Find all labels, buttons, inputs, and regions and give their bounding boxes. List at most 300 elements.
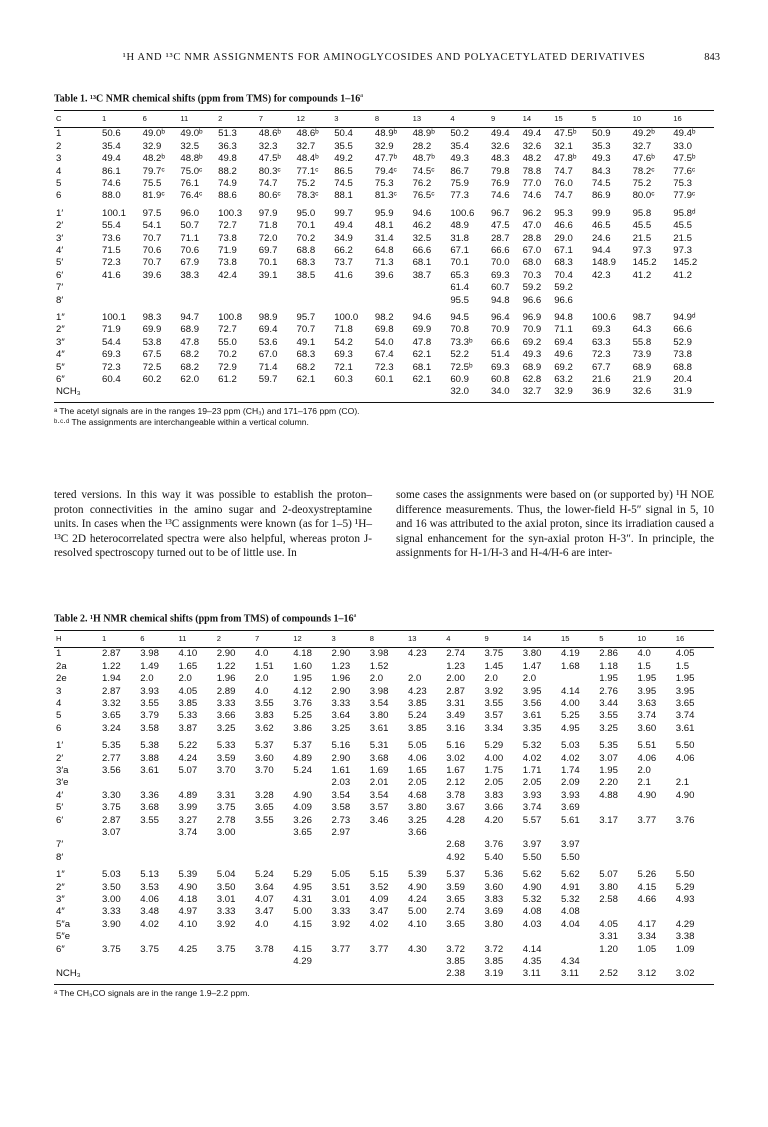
table-cell: 4.92 xyxy=(446,851,465,863)
table-cell xyxy=(293,839,331,851)
table-cell: 5.33 xyxy=(216,740,236,752)
table-cell: 3.85 xyxy=(446,956,465,968)
table-cell: 5.05 xyxy=(408,740,427,752)
table-row xyxy=(54,968,714,980)
table-cell: 1.60 xyxy=(293,660,312,672)
table-cell: 67.1 xyxy=(554,244,573,256)
table-cell: 70.0 xyxy=(490,257,510,269)
table-cell: 3.66 xyxy=(484,802,504,814)
table-cell xyxy=(676,839,714,851)
page-number: 843 xyxy=(704,52,720,63)
table-cell: 53.6 xyxy=(258,336,278,348)
table-cell: 94.9ᵈ xyxy=(673,312,696,324)
table-cell: 72.1 xyxy=(334,361,353,373)
table-cell: 79.7ᶜ xyxy=(142,165,165,177)
table-cell: 69.3 xyxy=(102,349,121,361)
table-row xyxy=(54,648,714,661)
table-cell xyxy=(217,777,255,789)
table-cell: 3.56 xyxy=(102,764,121,776)
table-cell: 3.53 xyxy=(140,881,159,893)
table-row xyxy=(54,166,714,178)
table-cell: 4.34 xyxy=(561,956,580,968)
table-cell: 47.5ᵇ xyxy=(258,153,282,165)
row-label: 7′ xyxy=(56,839,64,851)
table-cell: 3.17 xyxy=(599,814,618,826)
table-cell xyxy=(375,386,413,398)
table-cell: 3.65 xyxy=(446,918,465,930)
table-cell xyxy=(255,839,293,851)
table-cell: 2.05 xyxy=(484,777,504,789)
table-cell: 1.71 xyxy=(522,764,542,776)
table-cell: 3.80 xyxy=(599,881,618,893)
table-cell xyxy=(140,827,178,839)
table-cell: 4.93 xyxy=(675,894,695,906)
table-cell: 3.92 xyxy=(484,685,504,697)
table-cell: 3.77 xyxy=(637,814,657,826)
table-cell: 3.50 xyxy=(216,881,236,893)
table-cell: 52.2 xyxy=(450,349,470,361)
table-1-grid xyxy=(54,111,714,403)
column-header: 1 xyxy=(102,114,107,124)
row-label: 6′ xyxy=(56,269,64,281)
table-cell: 70.7 xyxy=(142,232,162,244)
table-cell: 4.95 xyxy=(561,722,580,734)
table-cell: 4.17 xyxy=(637,918,657,930)
table-cell: 72.3 xyxy=(591,349,611,361)
table-cell: 3.31 xyxy=(599,931,618,943)
table-cell: 47.5ᵇ xyxy=(554,128,577,140)
table-cell xyxy=(334,295,375,307)
table-row xyxy=(54,661,714,673)
table-cell: 47.5 xyxy=(490,220,510,232)
table-cell: 3.54 xyxy=(369,697,389,709)
table-cell: 3.50 xyxy=(102,881,121,893)
table-cell: 31.4 xyxy=(374,232,394,244)
table-cell: 61.2 xyxy=(218,374,237,386)
table-cell: 4.95 xyxy=(293,881,312,893)
table-cell: 5.38 xyxy=(140,740,159,752)
table-cell xyxy=(140,852,178,864)
table-cell: 4.35 xyxy=(522,956,542,968)
table-cell: 2.87 xyxy=(102,814,121,826)
table-cell: 2.97 xyxy=(331,827,351,839)
table-cell: 98.7 xyxy=(632,312,652,324)
table-cell: 50.2 xyxy=(450,128,470,140)
table-cell: 41.6 xyxy=(334,269,353,281)
table-cell: 33.0 xyxy=(673,140,692,152)
table-cell: 49.2ᵇ xyxy=(632,128,655,140)
table-cell: 4.12 xyxy=(293,685,312,697)
table-cell: 4.88 xyxy=(599,789,618,801)
table-cell xyxy=(102,839,140,851)
table-cell: 72.5ᵇ xyxy=(450,361,473,373)
table-cell: 5.00 xyxy=(293,906,312,918)
table-cell xyxy=(638,852,676,864)
table-cell: 73.8 xyxy=(218,232,237,244)
table-cell: 2.90 xyxy=(331,648,351,660)
table-cell: 76.1 xyxy=(180,177,200,189)
column-header: 6 xyxy=(140,634,145,644)
table-cell: 96.0 xyxy=(180,207,200,219)
table-cell xyxy=(179,931,217,943)
table-cell xyxy=(413,386,451,398)
table-row xyxy=(54,777,714,789)
table-cell: 2.87 xyxy=(102,685,121,697)
table-cell: 62.0 xyxy=(180,374,200,386)
table-cell: 2.09 xyxy=(561,777,580,789)
table-cell: 51.4 xyxy=(490,349,510,361)
table-cell: 2.03 xyxy=(331,777,351,789)
table-cell xyxy=(180,282,218,294)
table-cell xyxy=(332,852,370,864)
table-row xyxy=(54,349,714,361)
table-cell xyxy=(370,839,408,851)
row-label: 2e xyxy=(56,673,67,685)
table-cell: 76.0 xyxy=(554,177,573,189)
table-cell: 67.5 xyxy=(142,349,162,361)
table-cell: 3.28 xyxy=(255,789,274,801)
table-cell: 74.7 xyxy=(554,190,573,202)
table-cell: 49.1 xyxy=(296,336,316,348)
table-cell: 95.7 xyxy=(296,312,316,324)
table-cell xyxy=(599,906,637,918)
table-cell: 3.97 xyxy=(522,839,542,851)
table-cell: 52.9 xyxy=(673,336,692,348)
table-row xyxy=(54,673,714,685)
table-cell: 4.0 xyxy=(637,648,651,660)
row-label: 4″ xyxy=(56,349,65,361)
table-cell: 3.55 xyxy=(140,697,159,709)
table-cell: 1.05 xyxy=(637,943,657,955)
table-row xyxy=(54,270,714,282)
table-cell: 88.1 xyxy=(334,190,353,202)
table-cell: 70.6 xyxy=(180,244,200,256)
table-cell: 3.33 xyxy=(216,697,236,709)
table-cell: 94.6 xyxy=(412,312,432,324)
table-cell: 74.6 xyxy=(490,190,510,202)
table-cell: 96.4 xyxy=(490,312,510,324)
table-cell: 145.2 xyxy=(632,257,657,269)
table-cell: 59.7 xyxy=(258,374,278,386)
table-cell: 63.3 xyxy=(591,336,611,348)
table-cell: 4.05 xyxy=(599,918,618,930)
table-cell: 70.7 xyxy=(142,257,162,269)
table-cell: 94.8 xyxy=(554,312,573,324)
table-cell: 3.70 xyxy=(216,764,236,776)
table-cell: 3.87 xyxy=(178,722,198,734)
table-cell: 66.6 xyxy=(490,244,510,256)
table-cell: 100.0 xyxy=(334,312,359,324)
table-cell: 3.60 xyxy=(255,752,274,764)
table-cell: 60.3 xyxy=(334,374,353,386)
table-cell: 75.3 xyxy=(374,177,394,189)
table-cell xyxy=(218,282,259,294)
table-row xyxy=(54,919,714,931)
table-cell: 3.83 xyxy=(484,789,504,801)
table-cell: 70.1 xyxy=(258,257,278,269)
table-row xyxy=(54,852,714,864)
row-label: 3″ xyxy=(56,894,65,906)
table-cell: 3.52 xyxy=(369,881,389,893)
table-cell: 3.00 xyxy=(216,827,236,839)
table-row xyxy=(54,815,714,827)
table-cell: 145.2 xyxy=(673,257,698,269)
table-cell: 24.6 xyxy=(591,232,611,244)
table-cell xyxy=(638,839,676,851)
table-cell: 49.8 xyxy=(218,153,237,165)
table-cell: 3.55 xyxy=(140,814,159,826)
table-cell: 3.57 xyxy=(484,710,504,722)
table-cell xyxy=(334,386,375,398)
table-cell: 61.4 xyxy=(450,282,470,294)
table-cell: 32.1 xyxy=(554,140,573,152)
table-cell: 50.6 xyxy=(102,128,121,140)
table-cell: 60.7 xyxy=(490,282,510,294)
table-cell: 69.7 xyxy=(258,244,278,256)
row-label: 6″ xyxy=(56,943,65,955)
table-cell: 3.77 xyxy=(369,943,389,955)
row-label: 5 xyxy=(56,710,62,722)
table-cell: 69.9 xyxy=(412,324,432,336)
table-cell: 4.18 xyxy=(293,648,312,660)
table-cell: 1.96 xyxy=(216,673,236,685)
table-cell xyxy=(485,931,523,943)
table-row xyxy=(54,740,714,752)
table-cell: 5.29 xyxy=(293,869,312,881)
table-cell xyxy=(638,827,676,839)
table-cell: 5.24 xyxy=(408,710,427,722)
table-cell: 1.69 xyxy=(369,764,389,776)
table-cell xyxy=(102,295,143,307)
column-header: C xyxy=(56,114,62,124)
table-cell xyxy=(673,295,714,307)
table-cell: 4.89 xyxy=(178,789,198,801)
table-cell: 2.00 xyxy=(446,673,465,685)
column-header: 3 xyxy=(331,634,336,644)
column-header: 10 xyxy=(632,114,642,124)
table-cell: 5.16 xyxy=(446,740,465,752)
table-cell: 79.4ᶜ xyxy=(374,165,397,177)
table-cell xyxy=(370,956,408,968)
table-cell: 4.29 xyxy=(675,918,695,930)
table-2-header-row xyxy=(54,631,714,648)
table-row xyxy=(54,827,714,839)
table-cell: 5.16 xyxy=(331,740,351,752)
table-cell: 49.3 xyxy=(522,349,542,361)
table-cell: 3.25 xyxy=(331,722,351,734)
table-cell: 3.65 xyxy=(255,802,274,814)
table-cell: 95.3 xyxy=(554,207,573,219)
table-cell: 95.5 xyxy=(450,294,470,306)
table-cell: 100.1 xyxy=(102,312,127,324)
table-row xyxy=(54,141,714,153)
table-cell: 97.5 xyxy=(142,207,162,219)
table-cell: 4.19 xyxy=(561,648,580,660)
table-cell: 77.1ᶜ xyxy=(296,165,319,177)
table-cell: 3.62 xyxy=(255,722,274,734)
table-cell: 1.23 xyxy=(331,660,351,672)
table-cell: 1.49 xyxy=(140,660,159,672)
table-cell: 3.33 xyxy=(331,906,351,918)
table-row xyxy=(54,882,714,894)
table-cell: 62.8 xyxy=(522,374,542,386)
table-1-caption: Table 1. ¹³C NMR chemical shifts (ppm from TMS) for compounds 1–16$^a$ xyxy=(54,92,364,105)
row-label: 3″ xyxy=(56,336,65,348)
table-row xyxy=(54,128,714,141)
table-cell xyxy=(592,282,633,294)
table-cell: 66.6 xyxy=(673,324,692,336)
table-cell: 3.67 xyxy=(446,802,465,814)
table-cell xyxy=(293,777,331,789)
table-cell: 72.5 xyxy=(142,361,162,373)
table-cell: 4.10 xyxy=(178,918,198,930)
table-cell: 3.80 xyxy=(369,710,389,722)
table-cell: 3.75 xyxy=(102,943,121,955)
table-cell: 4.07 xyxy=(255,894,274,906)
column-header: 1 xyxy=(102,634,107,644)
table-cell: 66.2 xyxy=(334,244,353,256)
table-cell xyxy=(140,777,178,789)
table-cell: 80.3ᶜ xyxy=(258,165,281,177)
table-cell: 3.60 xyxy=(484,881,504,893)
row-label: 3′a xyxy=(56,764,69,776)
table-cell: 97.3 xyxy=(632,244,652,256)
table-cell: 1.95 xyxy=(637,673,657,685)
table-cell: 72.7 xyxy=(218,220,237,232)
row-label: 2a xyxy=(56,660,67,672)
table-cell xyxy=(638,802,676,814)
table-cell: 3.38 xyxy=(675,931,695,943)
table-cell: 5.61 xyxy=(561,814,580,826)
table-cell: 4.02 xyxy=(522,752,542,764)
table-cell xyxy=(259,386,297,398)
table-cell: 60.8 xyxy=(490,374,510,386)
table-cell: 68.8 xyxy=(673,361,692,373)
table-cell: 4.14 xyxy=(561,685,580,697)
table-cell: 3.68 xyxy=(369,752,389,764)
table-cell: 81.9ᶜ xyxy=(142,190,165,202)
table-cell: 62.1 xyxy=(412,349,432,361)
table-cell: 36.9 xyxy=(591,386,611,398)
table-row xyxy=(54,220,714,232)
table-cell: 2.05 xyxy=(522,777,542,789)
table-cell: 3.90 xyxy=(102,918,121,930)
table-cell xyxy=(638,956,676,968)
table-cell: 3.74 xyxy=(522,802,542,814)
table-cell: 3.95 xyxy=(675,685,695,697)
row-label: 1″ xyxy=(56,869,65,881)
table-1-notes xyxy=(54,406,714,428)
table-cell xyxy=(296,386,334,398)
table-cell: 2.74 xyxy=(446,648,465,660)
table-cell: 78.2ᶜ xyxy=(632,165,655,177)
row-label: 5 xyxy=(56,177,62,189)
row-label: 5″e xyxy=(56,931,71,943)
table-cell: 3.72 xyxy=(484,943,504,955)
table-cell: 3.93 xyxy=(561,789,580,801)
table-cell: 4.90 xyxy=(637,789,657,801)
table-row xyxy=(54,869,714,881)
table-cell xyxy=(592,295,633,307)
table-cell: 80.6ᶜ xyxy=(258,190,281,202)
table-cell: 72.3 xyxy=(102,257,121,269)
table-cell: 35.4 xyxy=(450,140,470,152)
table-cell: 3.65 xyxy=(675,697,695,709)
table-cell: 49.4 xyxy=(102,153,121,165)
row-label: 6 xyxy=(56,190,62,202)
table-cell xyxy=(446,931,484,943)
table-cell xyxy=(217,839,255,851)
table-cell: 99.9 xyxy=(591,207,611,219)
table-cell: 67.7 xyxy=(591,361,611,373)
table-cell: 2.01 xyxy=(369,777,389,789)
row-label: 2′ xyxy=(56,752,64,764)
table-cell: 68.3 xyxy=(296,349,316,361)
table-cell: 67.4 xyxy=(374,349,394,361)
table-cell: 35.3 xyxy=(591,140,611,152)
table-cell: 46.5 xyxy=(591,220,611,232)
table-cell: 3.72 xyxy=(446,943,465,955)
table-cell: 3.65 xyxy=(446,894,465,906)
table-cell: 5.13 xyxy=(140,869,159,881)
table-cell: 4.66 xyxy=(637,894,657,906)
table-cell xyxy=(143,386,181,398)
table-1-header-row xyxy=(54,111,714,128)
table-cell: 73.7 xyxy=(334,257,353,269)
table-cell: 95.0 xyxy=(296,207,316,219)
table-cell: 75.2 xyxy=(632,177,652,189)
table-cell: 51.3 xyxy=(218,128,237,140)
table-cell: 3.61 xyxy=(675,722,695,734)
table-cell: 76.4ᶜ xyxy=(180,190,203,202)
table-cell: 3.00 xyxy=(102,894,121,906)
table-cell: 77.0 xyxy=(522,177,542,189)
column-header: 9 xyxy=(490,114,496,124)
table-cell xyxy=(293,931,331,943)
table-cell: 4.06 xyxy=(637,752,657,764)
table-cell: 3.33 xyxy=(102,906,121,918)
table-cell: 1.95 xyxy=(675,673,695,685)
table-cell: 64.3 xyxy=(632,324,652,336)
table-row xyxy=(54,790,714,802)
table-cell: 4.15 xyxy=(637,881,657,893)
column-header: 5 xyxy=(591,114,597,124)
table-cell: 47.8 xyxy=(412,336,432,348)
table-cell: 1.47 xyxy=(522,660,542,672)
table-cell: 54.2 xyxy=(334,336,353,348)
table-cell: 2.0 xyxy=(408,673,422,685)
table-cell: 2.38 xyxy=(446,968,465,980)
table-cell: 45.5 xyxy=(632,220,652,232)
table-cell xyxy=(413,282,451,294)
column-header: 16 xyxy=(673,114,682,124)
table-cell xyxy=(599,802,637,814)
table-cell: 71.4 xyxy=(258,361,278,373)
table-cell xyxy=(102,777,140,789)
table-cell: 69.4 xyxy=(258,324,278,336)
table-cell: 75.5 xyxy=(142,177,162,189)
table-cell: 74.7 xyxy=(554,165,573,177)
table-cell: 3.86 xyxy=(293,722,312,734)
table-cell: 67.0 xyxy=(522,244,542,256)
table-cell: 98.9 xyxy=(258,312,278,324)
table-cell: 4.00 xyxy=(561,697,580,709)
table-cell: 32.3 xyxy=(258,140,278,152)
table-cell: 1.95 xyxy=(293,673,312,685)
body-text xyxy=(54,488,714,561)
table-cell: 3.80 xyxy=(484,918,504,930)
table-cell: 1.68 xyxy=(561,660,580,672)
